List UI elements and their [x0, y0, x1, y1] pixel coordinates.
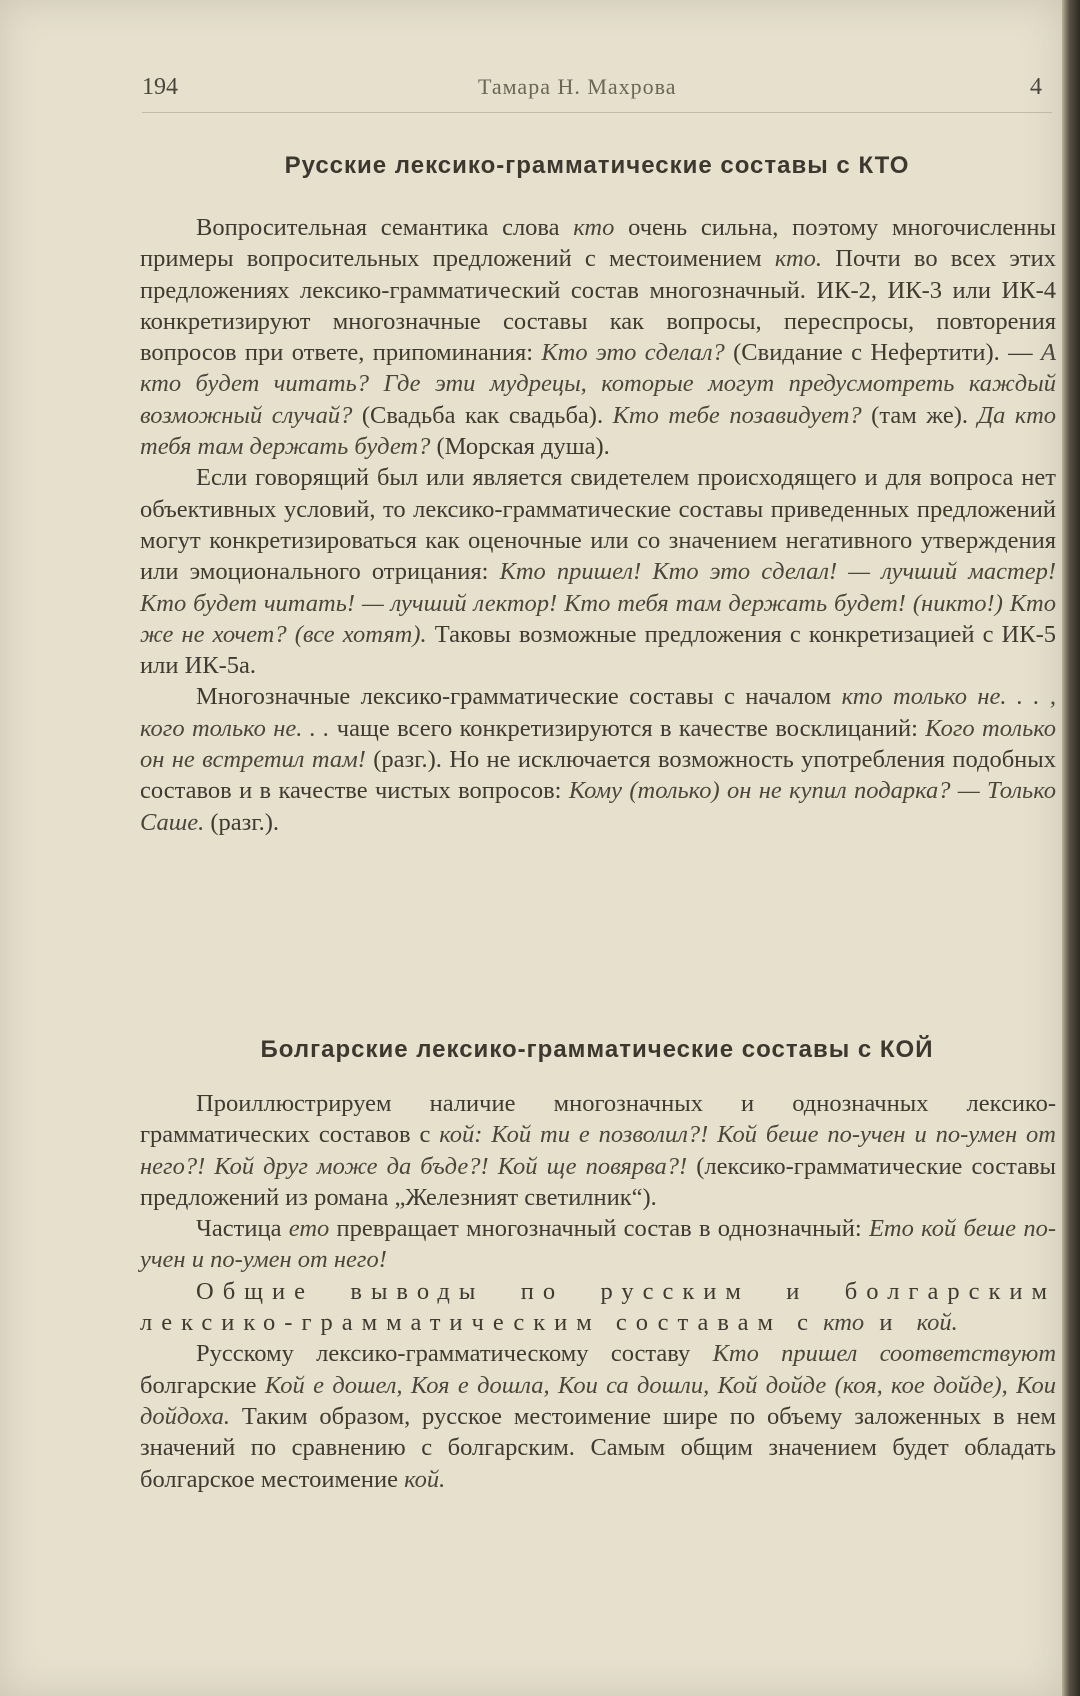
italic-run: Кто пришел: [712, 1340, 858, 1368]
section-heading-kto: Русские лексико-грамматические составы с КТО: [284, 152, 910, 179]
italic-run: кто: [823, 1309, 865, 1337]
section-body-koy: [140, 1088, 1056, 1495]
italic-run: А кто будет читать? Где эти мудрецы, которые могут предусмотреть каждый возможный случай?: [140, 339, 1056, 429]
header-rule: [142, 112, 1052, 113]
text-run: Общие выводы по русским и болгарским лексико-грамматическим составам с: [140, 1277, 1056, 1337]
text-run: (Свадьба как свадьба).: [352, 401, 613, 429]
text-run: Таковы возможные предложения с конкретизацией с ИК-5 или ИК-5а.: [140, 620, 1057, 680]
text-run: (разг.).: [204, 808, 280, 836]
text-run: Таким образом, русское местоимение шире по объему заложенных в нем значений по сравнению с болгарским. Самым общим значением будет обладать болгарское местоимение: [140, 1402, 1056, 1493]
text-run: (Морская душа).: [430, 433, 610, 461]
italic-run: кто.: [774, 245, 823, 273]
section-body-kto: [140, 212, 1056, 838]
paragraph: [140, 1276, 1056, 1339]
text-run: (разг.). Но не исключается возможность употребления подобных составов и в качестве чистых вопросов:: [140, 746, 1057, 805]
running-header: [142, 74, 1042, 106]
italic-run: кой.: [916, 1309, 958, 1337]
italic-run: кой.: [404, 1465, 446, 1493]
text-run: (лексико-грамматические составы предложений из романа „Железният светилник“).: [140, 1152, 1056, 1211]
italic-run: Кой е дошел, Коя е дошла, Кои са дошли, Кой дойде (коя, кое дойде), Кои дойдоха.: [140, 1371, 1057, 1430]
page-number: 194: [142, 74, 178, 100]
text-run: Вопросительная семантика слова: [196, 214, 574, 241]
text-run: чаще всего конкретизируются в качестве восклицаний:: [329, 714, 926, 742]
text-run: очень сильна, поэтому многочисленны примеры вопросительных предложений с местоимением: [140, 214, 1056, 273]
text-run: Проиллюстрируем наличие многозначных и однозначных лексико-грамматических составов с: [140, 1090, 1056, 1149]
text-run: превращает многозначный состав в однозначный:: [329, 1215, 869, 1243]
section-heading-koy: Болгарские лексико-грамматические составы с КОЙ: [260, 1036, 934, 1063]
text-run: Частица: [196, 1215, 289, 1243]
book-spine-shadow: [1062, 0, 1080, 1696]
paragraph: [140, 1338, 1056, 1494]
paragraph: [140, 462, 1056, 681]
italic-run: кто: [573, 214, 615, 241]
text-run: (там же).: [861, 401, 978, 429]
paragraph: [140, 212, 1056, 462]
paragraph: [140, 1213, 1056, 1276]
italic-run: Кто пришел! Кто это сделал! — лучший мастер! Кто будет читать! — лучший лектор! Кто тебя там держать будет! (никто!) Кто же не хочет? (все хотят).: [140, 558, 1056, 648]
text-run: (Свидание с Нефертити). —: [724, 339, 1042, 367]
text-run: [857, 1340, 879, 1367]
italic-run: соответствуют: [879, 1340, 1057, 1368]
paragraph: [140, 681, 1056, 837]
italic-run: Кого только он не встретил там!: [140, 714, 1056, 774]
text-run: Многозначные лексико-грамматические составы с началом: [196, 683, 842, 711]
paragraph: [140, 1088, 1056, 1213]
italic-run: Кому (только) он не купил подарка? — Только Саше.: [140, 777, 1056, 836]
italic-run: кто только не. . . , кого только не. . .: [140, 683, 1056, 742]
italic-run: кой: Кой ти е позволил?! Кой беше по-учен и по-умен от него?! Кой друг може да бъде?! Кой ще повярва?!: [140, 1121, 1056, 1180]
text-run: Если говорящий был или является свидетелем происходящего и для вопроса нет объективных условий, то лексико-грамматические составы приведенных предложений могут конкретизироваться как оценочные или со значением негативного утверждения или эмоционального отрицания:: [140, 464, 1056, 586]
running-author: Тамара Н. Махрова: [478, 74, 677, 99]
text-run: Русскому лексико-грамматическому составу: [196, 1340, 713, 1368]
italic-run: Кто тебе позавидует?: [612, 401, 862, 429]
edge-fragment: 4: [1030, 74, 1042, 100]
text-run: Почти во всех этих предложениях лексико-грамматический состав многозначный. ИК-2, ИК-3 или ИК-4 конкретизируют многозначные составы как вопросы, переспросы, повторения вопросов при ответе, припоминания:: [140, 245, 1056, 367]
italic-run: Кто это сделал?: [541, 339, 725, 367]
italic-run: ето: [288, 1215, 330, 1243]
italic-run: Да кто тебя там держать будет?: [140, 401, 1057, 461]
italic-run: Ето кой беше по-учен и по-умен от него!: [140, 1215, 1056, 1274]
text-run: и: [864, 1309, 917, 1337]
text-run: болгарские: [140, 1371, 265, 1399]
